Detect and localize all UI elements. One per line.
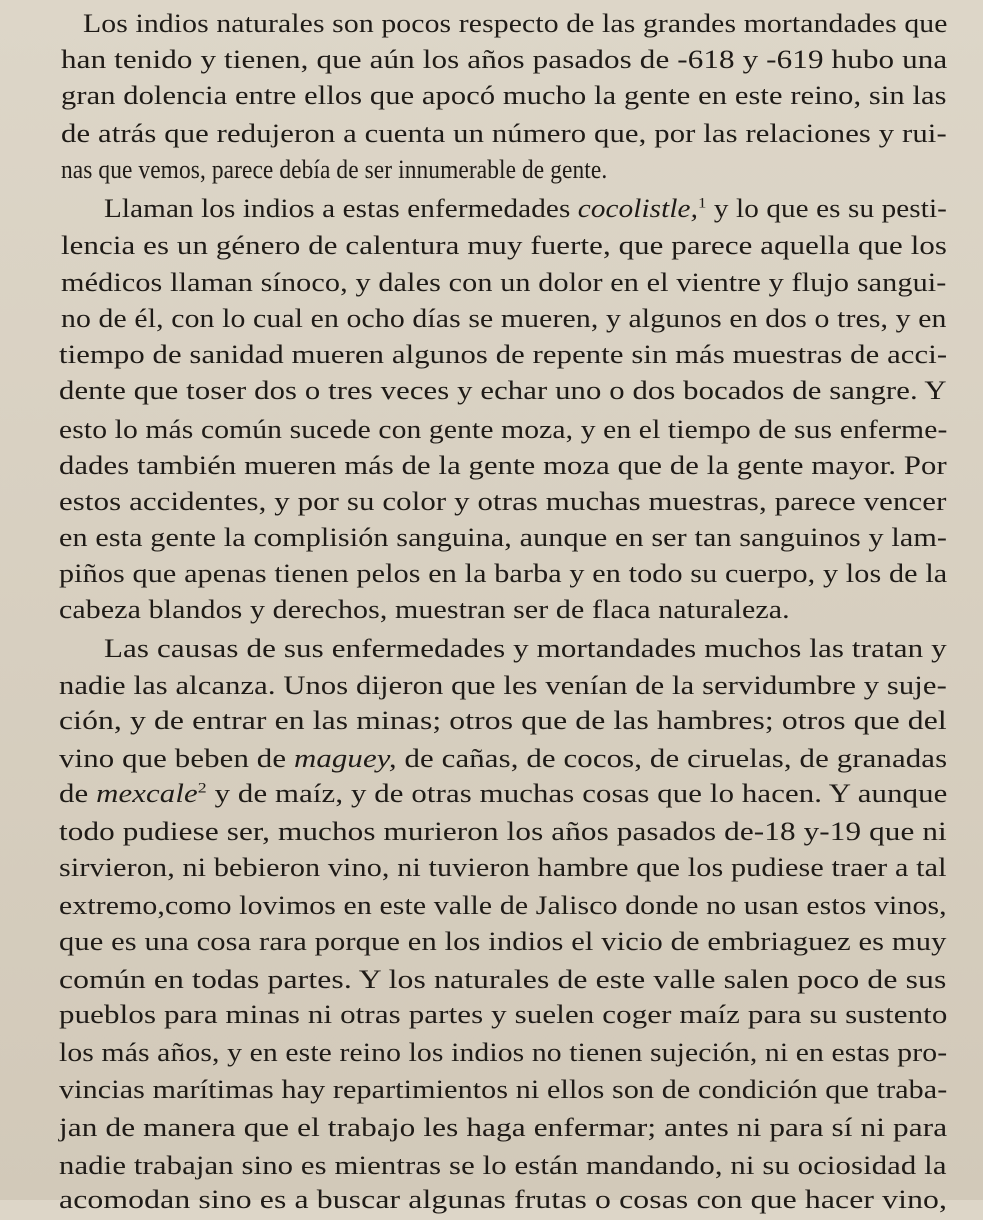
text-line <box>59 774 947 814</box>
line-text: y de maíz, y de otras muchas cosas que lo hacen. Y aunque <box>206 779 948 808</box>
line-text: vino que beben de <box>59 744 294 773</box>
text-line: gran dolencia entre ellos que apocó mucho la gente en este reino, sin las <box>61 81 947 110</box>
text-line: cabeza blandos y derechos, muestran ser de flaca naturaleza. <box>59 595 790 624</box>
text-line: pueblos para minas ni otras partes y suelen coger maíz para su sustento <box>59 1000 948 1029</box>
text-line: Las causas de sus enfermedades y mortandades muchos las tratan y <box>104 634 947 663</box>
text-line <box>104 189 947 229</box>
text-line: nadie trabajan sino es mientras se lo están mandando, ni su ociosidad la <box>59 1151 947 1180</box>
text-line: ción, y de entrar en las minas; otros que de las hambres; otros que del <box>59 706 947 735</box>
text-line: han tenido y tienen, que aún los años pasados de -618 y -619 hubo una <box>61 45 948 74</box>
text-line: extremo,como lovimos en este valle de Jalisco donde no usan estos vinos, <box>59 891 947 920</box>
text-line: Los indios naturales son pocos respecto de las grandes mortandades que <box>83 9 948 38</box>
text-line: lencia es un género de calentura muy fuerte, que parece aquella que los <box>61 231 948 260</box>
text-line: jan de manera que el trabajo les haga enfermar; antes ni para sí ni para <box>59 1113 948 1142</box>
text-line: vincias marítimas hay repartimientos ni ellos son de condición que traba- <box>59 1075 948 1104</box>
line-text: y lo que es su pesti- <box>706 194 948 223</box>
footnote-marker-2: 2 <box>197 780 207 797</box>
text-line <box>59 739 947 779</box>
text-line: nadie las alcanza. Unos dijeron que les venían de la servidumbre y suje- <box>59 671 947 700</box>
text-line: tiempo de sanidad mueren algunos de repente sin más muestras de acci- <box>59 340 948 369</box>
text-line: los más años, y en este reino los indios no tienen sujeción, ni en estas pro- <box>59 1038 948 1067</box>
term-mexcale: mexcale <box>96 779 198 808</box>
text-line: sirvieron, ni bebieron vino, ni tuvieron hambre que los pudiese traer a tal <box>59 853 947 882</box>
text-line: en esta gente la complisión sanguina, aunque en ser tan sanguinos y lam- <box>59 523 948 552</box>
text-line: que es una cosa rara porque en los indios el vicio de embriaguez es muy <box>59 927 947 956</box>
text-line: común en todas partes. Y los naturales de este valle salen poco de sus <box>59 965 947 994</box>
term-maguey: maguey, <box>293 744 397 773</box>
text-line: dente que toser dos o tres veces y echar uno o dos bocados de sangre. Y <box>59 376 947 405</box>
text-line: esto lo más común sucede con gente moza, y en el tiempo de sus enferme- <box>59 415 948 444</box>
footnote-marker-1: 1 <box>698 195 707 212</box>
line-text: de <box>59 779 97 808</box>
line-text: Llaman los indios a estas enfermedades <box>104 194 578 223</box>
line-text: de cañas, de cocos, de ciruelas, de granadas <box>396 744 948 773</box>
text-line: de atrás que redujeron a cuenta un número que, por las relaciones y rui- <box>61 119 947 148</box>
text-line: dades también mueren más de la gente moza que de la gente mayor. Por <box>59 451 947 480</box>
term-cocolistle: cocolistle, <box>577 194 699 223</box>
text-line: acomodan sino es a buscar algunas frutas o cosas con que hacer vino, <box>59 1185 948 1214</box>
text-line: médicos llaman sínoco, y dales con un dolor en el vientre y flujo sangui- <box>61 268 947 297</box>
text-line: todo pudiese ser, muchos murieron los años pasados de-18 y-19 que ni <box>59 817 947 846</box>
text-line: no de él, con lo cual en ocho días se mueren, y algunos en dos o tres, y en <box>61 304 947 333</box>
text-line: nas que vemos, parece debía de ser innumerable de gente. <box>61 155 608 184</box>
text-line: estos accidentes, y por su color y otras muchas muestras, parece vencer <box>59 487 947 516</box>
text-line: piños que apenas tienen pelos en la barba y en todo su cuerpo, y los de la <box>59 559 948 588</box>
